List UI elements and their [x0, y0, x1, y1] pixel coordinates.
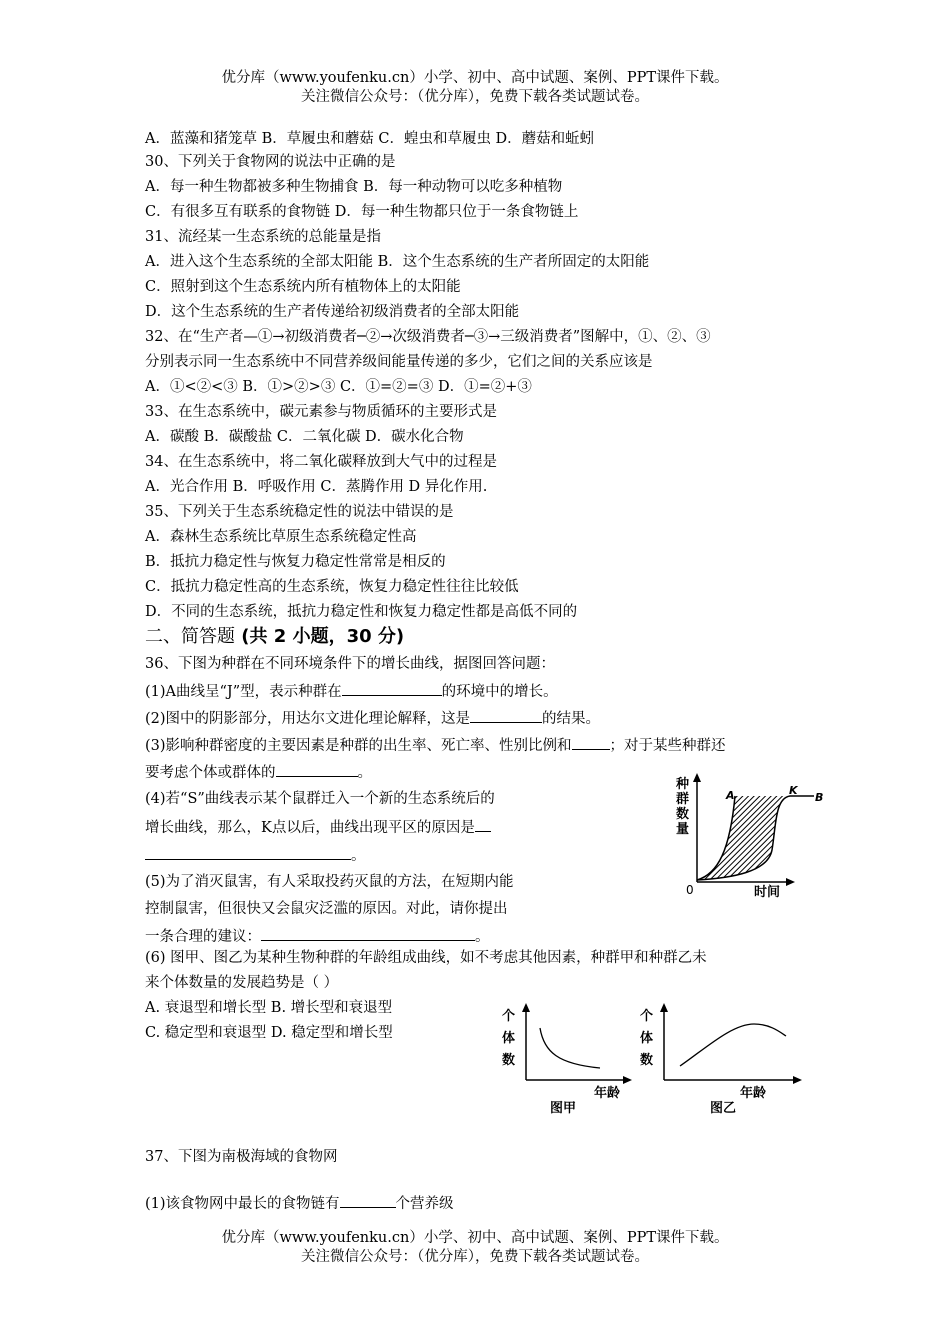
q36-part1 — [145, 681, 558, 702]
q36-part4-answer-blank[interactable] — [145, 845, 351, 860]
q35-option-b: B．抵抗力稳定性与恢复力稳定性常常是相反的 — [145, 554, 446, 570]
q36-part1-text-b: 的环境中的增长。 — [441, 684, 558, 700]
jia-x-axis-arrow — [623, 1076, 632, 1084]
q36-part2-text-a: (2)图中的阴影部分，用达尔文进化理论解释，这是 — [145, 711, 471, 727]
jia-y-axis-arrow — [522, 1003, 530, 1012]
growth-label-b: B — [815, 791, 824, 804]
q36-part2 — [145, 708, 600, 729]
age-figure-yi — [636, 1000, 816, 1120]
q30-options-ab: A．每一种生物都被多种生物捕食 B．每一种动物可以吃多种植物 — [145, 179, 563, 195]
q36-part6-options-ab: A. 衰退型和增长型 B. 增长型和衰退型 — [145, 1000, 393, 1016]
jia-curve — [540, 1028, 600, 1068]
q36-part5-text-c: 一条合理的建议： — [145, 929, 261, 945]
yi-y-label-3: 数 — [640, 1053, 654, 1068]
q31-options-ab: A．进入这个生态系统的全部太阳能 B．这个生态系统的生产者所固定的太阳能 — [145, 254, 650, 270]
growth-y-axis-arrow — [693, 773, 701, 782]
page-header-line-1: 优分库（www.youfenku.cn）小学、初中、高中试题、案例、PPT课件下载。 — [221, 70, 729, 86]
population-growth-figure — [672, 770, 832, 900]
growth-origin-label: 0 — [686, 883, 694, 897]
yi-x-label: 年龄 — [740, 1086, 767, 1101]
q36-part5-line3 — [145, 926, 490, 947]
q36-part4-line1: (4)若“S”曲线表示某个鼠群迁入一个新的生态系统后的 — [145, 791, 495, 807]
growth-y-label-2: 群 — [676, 792, 690, 807]
q32-options: A．①<②<③ B．①>②>③ C．①=②=③ D．①=②+③ — [145, 379, 532, 395]
q34-stem: 34、在生态系统中，将二氧化碳释放到大气中的过程是 — [145, 454, 497, 470]
growth-shaded-region — [697, 796, 790, 880]
q36-part5-line1: (5)为了消灭鼠害，有人采取投药灭鼠的方法，在短期内能 — [145, 874, 514, 890]
q35-stem: 35、下列关于生态系统稳定性的说法中错误的是 — [145, 504, 454, 520]
growth-y-label-4: 量 — [676, 822, 690, 837]
q36-part5-answer-blank[interactable] — [261, 926, 475, 941]
q36-part4-text-c: 。 — [351, 848, 366, 864]
growth-x-axis-arrow — [786, 878, 795, 886]
q36-part4-answer-blank-start[interactable] — [475, 817, 491, 832]
q36-part4-line2 — [145, 817, 491, 838]
q33-options: A．碳酸 B．碳酸盐 C．二氧化碳 D．碳水化合物 — [145, 429, 464, 445]
q36-part6-options-cd: C. 稳定型和衰退型 D. 稳定型和增长型 — [145, 1025, 393, 1041]
yi-caption: 图乙 — [710, 1101, 737, 1116]
jia-y-label-2: 体 — [502, 1031, 516, 1046]
jia-y-label-3: 数 — [502, 1053, 516, 1068]
q35-option-c: C．抵抗力稳定性高的生态系统，恢复力稳定性往往比较低 — [145, 579, 519, 595]
q35-option-d: D．不同的生态系统，抵抗力稳定性和恢复力稳定性都是高低不同的 — [145, 604, 578, 620]
q31-option-c: C．照射到这个生态系统内所有植物体上的太阳能 — [145, 279, 461, 295]
section-heading-prefix: 二、简答题 — [145, 626, 235, 647]
q33-stem: 33、在生态系统中，碳元素参与物质循环的主要形式是 — [145, 404, 497, 420]
q36-part2-text-b: 的结果。 — [542, 711, 601, 727]
q36-part3-text-a: (3)影响种群密度的主要因素是种群的出生率、死亡率、性别比例和 — [145, 738, 572, 754]
q34-options: A．光合作用 B．呼吸作用 C．蒸腾作用 D 异化作用. — [145, 479, 488, 495]
q36-part3-answer-blank-2[interactable] — [276, 762, 358, 777]
growth-label-k: K — [789, 784, 798, 797]
q36-part5-line2: 控制鼠害，但很快又会鼠灾泛滥的原因。对此，请你提出 — [145, 901, 508, 917]
q32-stem-1: 32、在“生产者—①→初级消费者─②→次级消费者─③→三级消费者”图解中，①、②、③ — [145, 329, 711, 345]
growth-label-a: A — [726, 789, 735, 802]
q36-part1-answer-blank[interactable] — [342, 681, 442, 696]
age-figure-jia — [498, 1000, 648, 1120]
yi-y-label-2: 体 — [640, 1031, 654, 1046]
q36-part4-line3 — [145, 845, 366, 866]
q30-stem: 30、下列关于食物网的说法中正确的是 — [145, 154, 396, 170]
q37-part1 — [145, 1193, 454, 1214]
q29-options: A．蓝藻和猪笼草 B．草履虫和蘑菇 C．蝗虫和草履虫 D．蘑菇和蚯蚓 — [145, 131, 595, 147]
growth-y-label-3: 数 — [676, 807, 690, 822]
q37-part1-text-b: 个营养级 — [395, 1196, 454, 1212]
q36-part3-text-b: ；对于某些种群还 — [609, 738, 726, 754]
q36-part2-answer-blank[interactable] — [470, 708, 542, 723]
page-header-line-2: 关注微信公众号：（优分库），免费下载各类试题试卷。 — [301, 89, 649, 105]
q36-part6-line1: (6) 图甲、图乙为某种生物种群的年龄组成曲线，如不考虑其他因素，种群甲和种群乙未 — [145, 950, 707, 966]
jia-caption: 图甲 — [550, 1101, 577, 1116]
q36-part3-text-c: 要考虑个体或群体的 — [145, 765, 276, 781]
q36-part3-cont — [145, 762, 372, 783]
q36-stem: 36、下图为种群在不同环境条件下的增长曲线，据图回答问题： — [145, 656, 555, 672]
growth-x-label: 时间 — [754, 885, 781, 900]
jia-x-label: 年龄 — [594, 1086, 621, 1101]
yi-curve — [680, 1024, 786, 1066]
q35-option-a: A．森林生态系统比草原生态系统稳定性高 — [145, 529, 417, 545]
q36-part3-answer-blank-1[interactable] — [572, 735, 610, 750]
q36-part5-text-d: 。 — [475, 929, 490, 945]
jia-y-label-1: 个 — [502, 1009, 516, 1024]
yi-x-axis-arrow — [793, 1076, 802, 1084]
q37-stem: 37、下图为南极海域的食物网 — [145, 1149, 338, 1165]
page-footer-line-2: 关注微信公众号：（优分库），免费下载各类试题试卷。 — [301, 1249, 649, 1265]
q37-part1-answer-blank[interactable] — [340, 1193, 396, 1208]
q37-part1-text-a: (1)该食物网中最长的食物链有 — [145, 1196, 340, 1212]
yi-y-label-1: 个 — [640, 1009, 654, 1024]
q32-stem-2: 分别表示同一生态系统中不同营养级间能量传递的多少，它们之间的关系应该是 — [145, 354, 653, 370]
yi-y-axis-arrow — [660, 1003, 668, 1012]
q36-part6-line2: 来个体数量的发展趋势是（ ） — [145, 975, 339, 991]
q31-option-d: D．这个生态系统的生产者传递给初级消费者的全部太阳能 — [145, 304, 520, 320]
q36-part1-text-a: (1)A曲线呈“J”型，表示种群在 — [145, 684, 342, 700]
q36-part3-text-d: 。 — [357, 765, 372, 781]
section-heading — [145, 626, 404, 648]
section-heading-title: (共 2 小题，30 分) — [241, 626, 405, 647]
page-footer-line-1: 优分库（www.youfenku.cn）小学、初中、高中试题、案例、PPT课件下载。 — [221, 1230, 729, 1246]
growth-y-label-1: 种 — [676, 777, 690, 792]
q36-part3 — [145, 735, 726, 756]
q31-stem: 31、流经某一生态系统的总能量是指 — [145, 229, 381, 245]
q36-part4-text-b: 增长曲线，那么，K点以后，曲线出现平区的原因是 — [145, 820, 475, 836]
q30-options-cd: C．有很多互有联系的食物链 D．每一种生物都只位于一条食物链上 — [145, 204, 579, 220]
